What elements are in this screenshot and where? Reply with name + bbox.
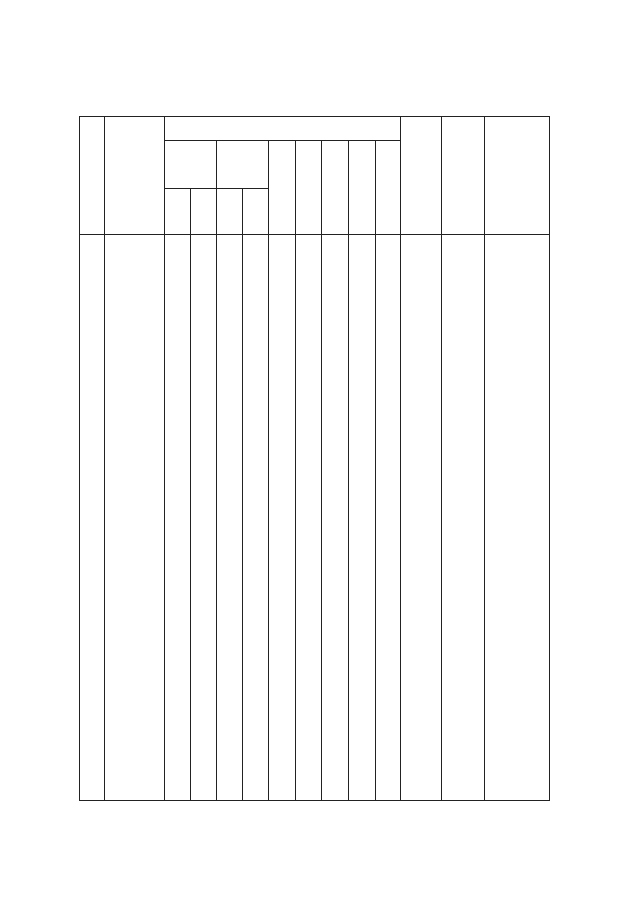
header-number	[86, 140, 98, 212]
